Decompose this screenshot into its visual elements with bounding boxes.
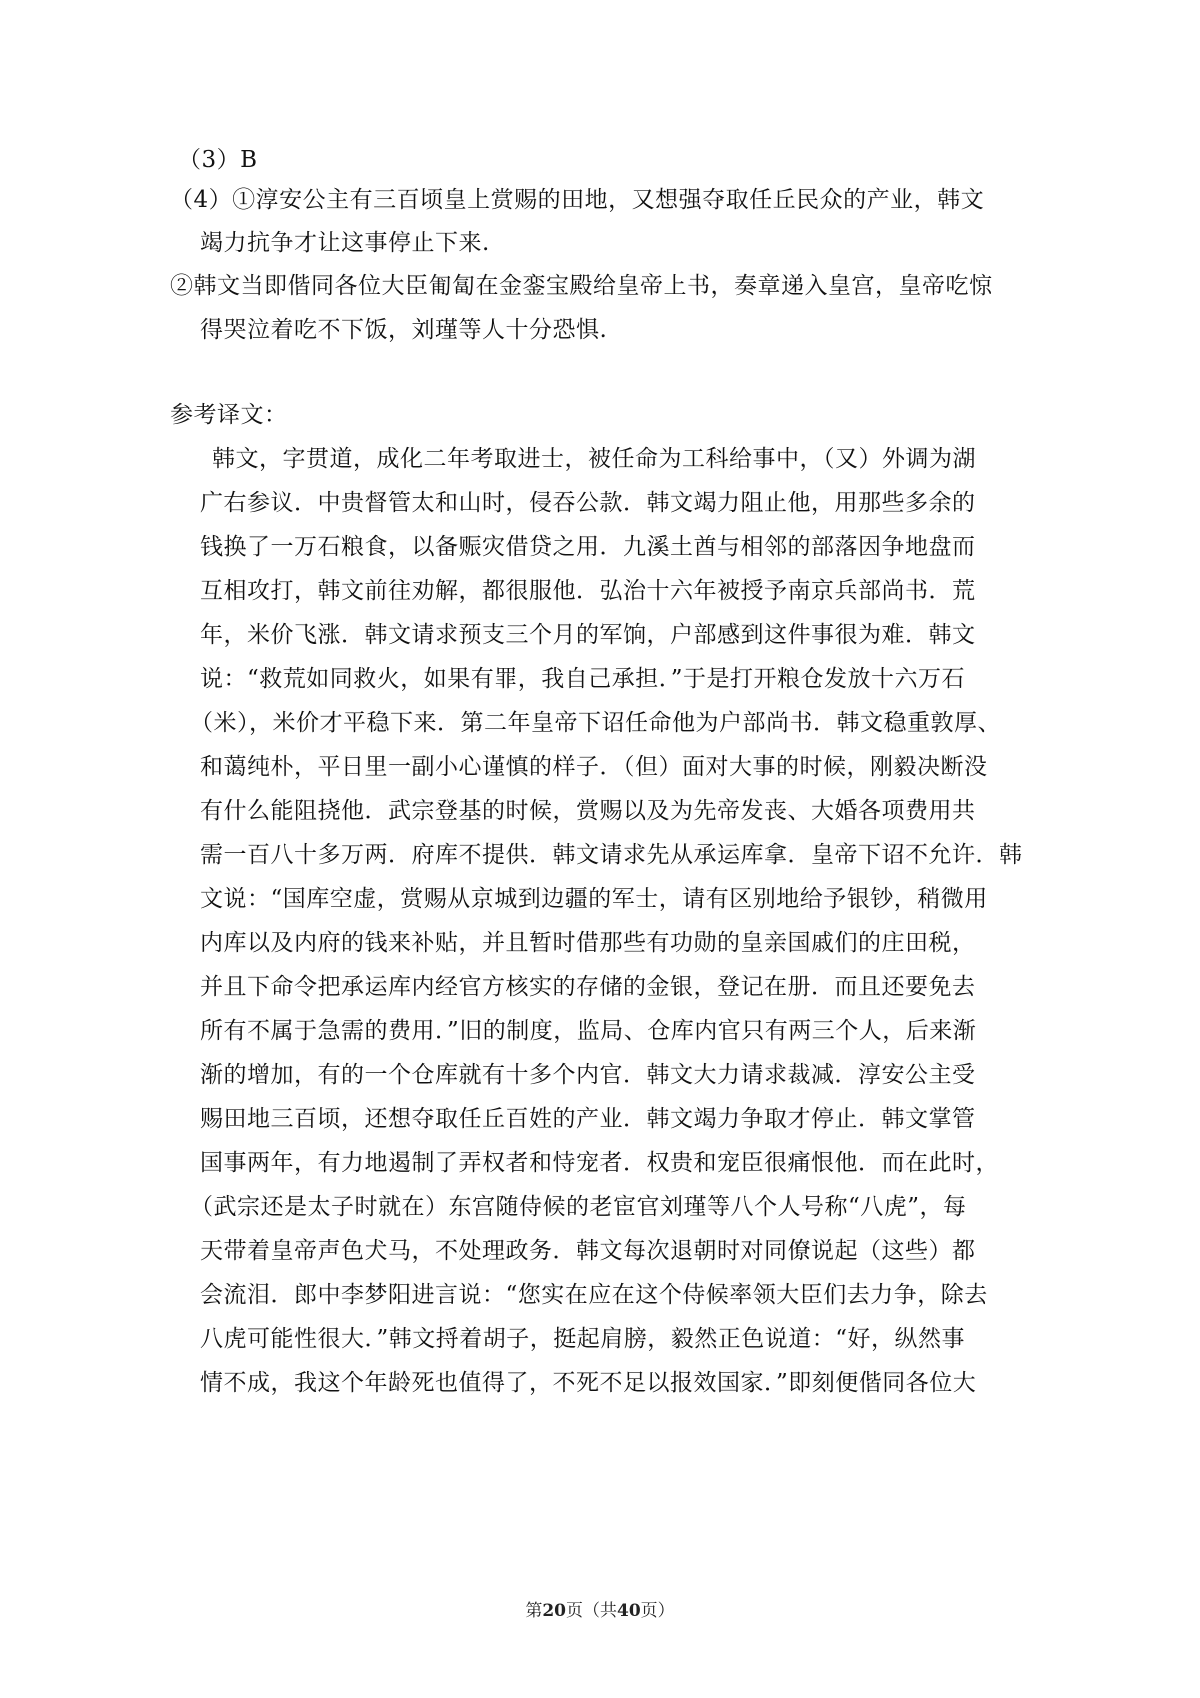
answer-4-line-2: 竭力抗争才让这事停止下来. <box>200 230 490 256</box>
translation-line: 互相攻打，韩文前往劝解，都很服他．弘治十六年被授予南京兵部尚书．荒 <box>200 578 976 604</box>
translation-line: 广右参议．中贵督管太和山时，侵吞公款．韩文竭力阻止他，用那些多余的 <box>200 490 976 516</box>
footer-page-number: 20 <box>542 1601 566 1621</box>
translation-line: 所有不属于急需的费用．”旧的制度，监局、仓库内官只有两三个人，后来渐 <box>200 1018 977 1044</box>
translation-line: 情不成，我这个年龄死也值得了，不死不足以报效国家．”即刻便偕同各位大 <box>200 1370 977 1396</box>
footer-prefix: 第 <box>525 1601 543 1621</box>
translation-line: 说：“救荒如同救火，如果有罪，我自己承担．”于是打开粮仓发放十六万石 <box>200 666 966 692</box>
translation-line: 内库以及内府的钱来补贴，并且暂时借那些有功勋的皇亲国戚们的庄田税， <box>200 930 976 956</box>
translation-line: （米），米价才平稳下来．第二年皇帝下诏任命他为户部尚书．韩文稳重敦厚、 <box>190 710 1001 736</box>
answer-4b-line-1: ②韩文当即偕同各位大臣匍匐在金銮宝殿给皇帝上书，奏章递入皇宫，皇帝吃惊 <box>170 273 993 299</box>
translation-line: 国事两年，有力地遏制了弄权者和恃宠者．权贵和宠臣很痛恨他．而在此时， <box>200 1150 999 1176</box>
translation-line: 需一百八十多万两．府库不提供．韩文请求先从承运库拿．皇帝下诏不允许．韩 <box>200 842 1023 868</box>
translation-line: 钱换了一万石粮食，以备赈灾借贷之用．九溪土酋与相邻的部落因争地盘而 <box>200 534 976 560</box>
translation-line: 渐的增加，有的一个仓库就有十多个内官．韩文大力请求裁减．淳安公主受 <box>200 1062 976 1088</box>
translation-line: 韩文，字贯道，成化二年考取进士，被任命为工科给事中，（又）外调为湖 <box>212 446 976 472</box>
footer-middle: 页（共 <box>566 1601 617 1621</box>
translation-line: 天带着皇帝声色犬马，不处理政务．韩文每次退朝时对同僚说起（这些）都 <box>200 1238 976 1264</box>
answer-4b-line-2: 得哭泣着吃不下饭，刘瑾等人十分恐惧. <box>200 317 608 343</box>
translation-line: 八虎可能性很大．”韩文捋着胡子，挺起肩膀，毅然正色说道：“好，纵然事 <box>200 1326 966 1352</box>
translation-line: 会流泪．郎中李梦阳进言说：“您实在应在这个侍候率领大臣们去力争，除去 <box>200 1282 988 1308</box>
translation-line: 和蔼纯朴，平日里一副小心谨慎的样子．（但）面对大事的时候，刚毅决断没 <box>200 754 988 780</box>
translation-line: 有什么能阻挠他．武宗登基的时候，赏赐以及为先帝发丧、大婚各项费用共 <box>200 798 976 824</box>
translation-line: 并且下命令把承运库内经官方核实的存储的金银，登记在册．而且还要免去 <box>200 974 976 1000</box>
translation-line: 年，米价飞涨．韩文请求预支三个月的军饷，户部感到这件事很为难．韩文 <box>200 622 976 648</box>
translation-line: （武宗还是太子时就在）东宫随侍候的老宦官刘瑾等八个人号称“八虎”，每 <box>190 1194 967 1220</box>
answer-4-line-1: （4）①淳安公主有三百顷皇上赏赐的田地，又想强夺取任丘民众的产业，韩文 <box>170 187 985 213</box>
translation-line: 赐田地三百顷，还想夺取任丘百姓的产业．韩文竭力争取才停止．韩文掌管 <box>200 1106 976 1132</box>
translation-line: 文说：“国库空虚，赏赐从京城到边疆的军士，请有区别地给予银钞，稍微用 <box>200 886 988 912</box>
footer-suffix: 页） <box>640 1601 675 1621</box>
translation-heading: 参考译文： <box>170 402 288 428</box>
page-footer <box>0 1600 1200 1622</box>
answer-3: （3）B <box>178 147 258 173</box>
footer-total-pages: 40 <box>617 1601 641 1621</box>
